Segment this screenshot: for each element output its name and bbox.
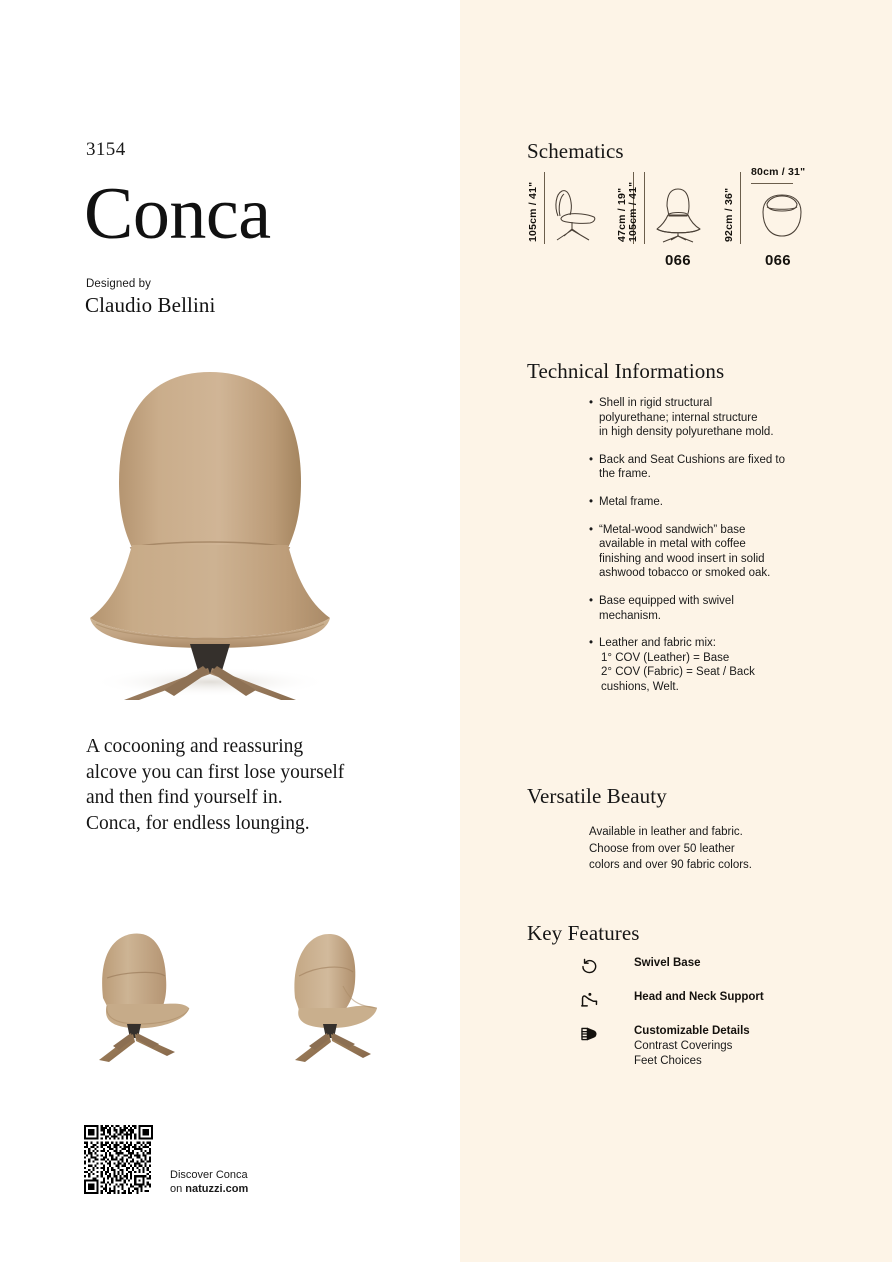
key-feature-subline: Contrast Coverings (634, 1040, 733, 1052)
key-feature-item (578, 1024, 838, 1069)
schematic-width-label: 80cm / 31" (751, 166, 806, 178)
chair-top-view-drawing (751, 190, 813, 244)
section-title-technical: Technical Informations (527, 359, 725, 383)
qr-caption (170, 1168, 248, 1196)
tagline-line: alcove you can first lose yourself (86, 761, 345, 783)
bullet-line: polyurethane; internal structure (599, 411, 758, 424)
brand-url: natuzzi.com (185, 1183, 249, 1195)
bullet-dot: • (589, 594, 594, 607)
key-feature-item (578, 990, 838, 1013)
versatile-line: Choose from over 50 leather (589, 842, 735, 855)
designer-name: Claudio Bellini (85, 293, 216, 317)
bullet-line: Base equipped with swivel (599, 594, 734, 607)
bullet-subline: 2° COV (Fabric) = Seat / Back (601, 666, 755, 679)
bullet-subline: cushions, Welt. (601, 680, 679, 693)
schematic-front-view (627, 170, 719, 275)
schematic-code: 066 (765, 252, 791, 269)
section-title-versatile: Versatile Beauty (527, 784, 667, 808)
designed-by-label: Designed by (86, 278, 152, 290)
schematic-top-view (723, 166, 855, 275)
technical-bullet (589, 636, 837, 694)
technical-bullet (589, 495, 837, 510)
qr-caption-prefix: on (170, 1183, 186, 1195)
bullet-line: mechanism. (599, 609, 661, 622)
qr-caption-line1: Discover Conca (170, 1169, 248, 1181)
bullet-line: in high density polyurethane mold. (599, 426, 774, 439)
bullet-line: Shell in rigid structural (599, 397, 713, 409)
chair-front-view-drawing (651, 184, 707, 244)
dimension-rule (544, 172, 545, 244)
hero-product-image (60, 352, 360, 700)
dimension-rule (644, 172, 645, 244)
qr-code-icon (84, 1125, 153, 1194)
bullet-subline: 1° COV (Leather) = Base (601, 651, 730, 664)
thumbnail-row (75, 920, 445, 1070)
page-title: Conca (84, 173, 271, 255)
bullet-line: the frame. (599, 468, 651, 481)
product-tagline (86, 734, 416, 836)
key-feature-text (634, 990, 838, 1005)
technical-bullet (589, 453, 837, 482)
bullet-dot: • (589, 453, 594, 466)
schematic-dimension-label: 47cm / 19" (616, 187, 628, 242)
bullet-line: ashwood tobacco or smoked oak. (599, 567, 771, 580)
product-code: 3154 (86, 139, 126, 160)
bullet-line: finishing and wood insert in solid (599, 552, 765, 565)
section-title-key-features: Key Features (527, 921, 640, 945)
schematic-side-view (527, 170, 601, 275)
schematic-dimension-label: 92cm / 36" (723, 187, 735, 242)
tagline-line: Conca, for endless lounging. (86, 812, 310, 834)
technical-bullet (589, 594, 837, 623)
bullet-dot: • (589, 523, 594, 536)
technical-bullet-list (589, 396, 837, 708)
bullet-line: Leather and fabric mix: (599, 637, 716, 650)
product-thumbnail-front (83, 920, 233, 1070)
fabric-swatch-icon (578, 1024, 600, 1044)
versatile-body (589, 824, 839, 874)
key-feature-name: Swivel Base (634, 957, 701, 969)
technical-bullet (589, 523, 837, 581)
schematics-strip (527, 166, 857, 275)
qr-caption-line2 (170, 1182, 248, 1196)
schematic-dimension-label: 105cm / 41" (527, 181, 539, 242)
bullet-line: available in metal with coffee (599, 538, 746, 551)
technical-bullet (589, 396, 837, 440)
key-feature-subline: Feet Choices (634, 1055, 702, 1067)
versatile-line: Available in leather and fabric. (589, 826, 743, 838)
chair-side-view-drawing (549, 186, 601, 244)
bullet-line: Metal frame. (599, 495, 663, 508)
key-feature-name: Customizable Details (634, 1025, 750, 1037)
swivel-rotate-icon (578, 956, 600, 976)
bullet-dot: • (589, 637, 594, 650)
key-feature-text (634, 956, 838, 971)
key-feature-item (578, 956, 838, 979)
reclining-person-icon (578, 990, 600, 1010)
bullet-dot: • (589, 495, 594, 508)
qr-code[interactable] (84, 1125, 153, 1194)
product-thumbnail-rear (273, 920, 423, 1070)
key-feature-text (634, 1024, 838, 1069)
tagline-line: A cocooning and reassuring (86, 736, 304, 757)
bullet-line: Back and Seat Cushions are fixed to (599, 453, 786, 466)
schematic-code: 066 (665, 252, 691, 269)
schematic-dimension-label: 105cm / 41" (627, 181, 639, 242)
dimension-rule (740, 172, 741, 244)
bullet-dot: • (589, 397, 594, 409)
key-feature-name: Head and Neck Support (634, 991, 764, 1003)
bullet-line: “Metal-wood sandwich” base (599, 523, 746, 536)
tagline-line: and then find yourself in. (86, 787, 283, 808)
dimension-rule-horizontal (751, 183, 793, 184)
section-title-schematics: Schematics (527, 139, 624, 163)
key-features-list (578, 956, 838, 1080)
versatile-line: colors and over 90 fabric colors. (589, 859, 752, 871)
